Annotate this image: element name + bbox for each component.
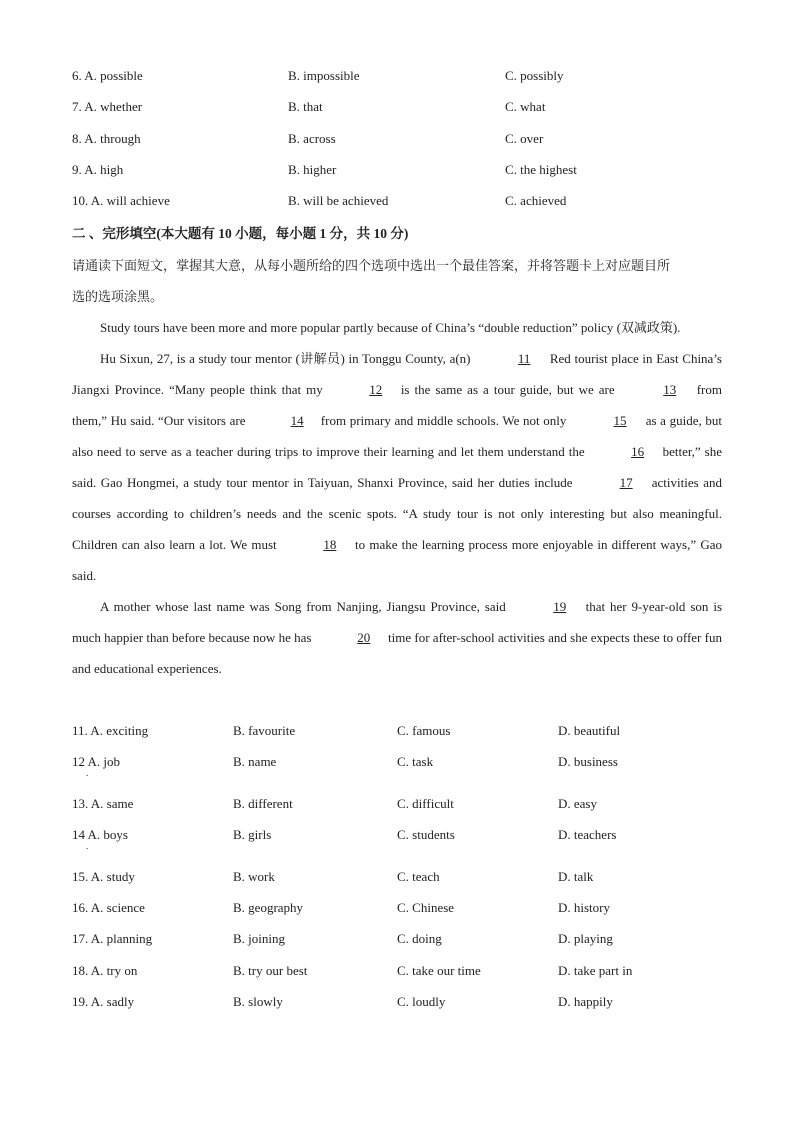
question-row-9 <box>72 160 722 180</box>
blank-16: 16 <box>631 444 645 459</box>
option-a: 14 A. boys <box>72 827 128 842</box>
option-a: 9. A. high <box>72 162 124 177</box>
option-c: C. the highest <box>505 162 577 177</box>
blank-13: 13 <box>663 382 677 397</box>
question-row-12 <box>72 752 722 772</box>
option-a: 19. A. sadly <box>72 994 135 1009</box>
option-c: C. difficult <box>397 796 454 811</box>
option-a: 8. A. through <box>72 131 141 146</box>
option-c: C. loudly <box>397 994 446 1009</box>
question-row-13 <box>72 794 722 814</box>
question-row-7 <box>72 97 722 117</box>
blank-15: 15 <box>613 413 627 428</box>
option-b: B. favourite <box>233 723 296 738</box>
option-b: B. joining <box>233 931 286 946</box>
blank-20: 20 <box>357 630 371 645</box>
text: activities and courses according to children’s needs and the scenic spots. “A study tour is not only interesting but also meaningful. Children can also learn a lot. We must <box>72 475 722 552</box>
option-d: D. business <box>558 754 618 769</box>
option-a: 13. A. same <box>72 796 134 811</box>
option-b: B. girls <box>233 827 272 842</box>
option-a: 10. A. will achieve <box>72 193 170 208</box>
blank-12: 12 <box>369 382 383 397</box>
option-a: 12 A. job <box>72 754 121 769</box>
text: from primary and middle schools. We not only <box>317 413 571 428</box>
option-c: C. achieved <box>505 193 567 208</box>
text: Red tourist place in East China’s Jiangxi Province. “Many people think that my <box>72 351 722 397</box>
option-a: 16. A. science <box>72 900 145 915</box>
option-d: D. happily <box>558 994 613 1009</box>
option-c: C. what <box>505 99 546 114</box>
blank-17: 17 <box>619 475 633 490</box>
option-d: D. playing <box>558 931 613 946</box>
option-d: D. teachers <box>558 827 617 842</box>
option-b: B. try our best <box>233 963 308 978</box>
blank-11: 11 <box>517 351 531 366</box>
option-b: B. impossible <box>288 68 360 83</box>
option-d: D. take part in <box>558 963 633 978</box>
text: time for after-school activities and she expects these to offer fun and educational experiences. <box>72 630 722 676</box>
option-d: D. easy <box>558 796 597 811</box>
option-b: B. name <box>233 754 277 769</box>
option-c: C. doing <box>397 931 442 946</box>
option-a: 6. A. possible <box>72 68 143 83</box>
option-a: 17. A. planning <box>72 931 153 946</box>
text: is the same as a tour guide, but we are <box>395 382 620 397</box>
option-b: B. slowly <box>233 994 283 1009</box>
blank-14: 14 <box>290 413 304 428</box>
instructions-line-2: 选的选项涂黑。 <box>72 289 164 304</box>
option-b: B. work <box>233 869 275 884</box>
paragraph-1: Study tours have been more and more popular partly because of China’s “double reduction” policy (双减政策). <box>100 320 681 335</box>
text: from them,” Hu said. “Our visitors are <box>72 382 723 428</box>
option-c: C. famous <box>397 723 451 738</box>
question-row-14 <box>72 825 722 845</box>
question-row-17 <box>72 929 722 949</box>
question-row-10 <box>72 191 722 211</box>
option-d: D. beautiful <box>558 723 621 738</box>
text: that her 9-year-old son is much happier than before because now he has <box>72 599 723 645</box>
option-c: C. task <box>397 754 434 769</box>
option-c: C. possibly <box>505 68 564 83</box>
text: as a guide, but also need to serve as a teacher during trips to improve their learning and let them understand the <box>72 413 722 459</box>
option-b: B. higher <box>288 162 337 177</box>
option-b: B. across <box>288 131 336 146</box>
stray-dot: . <box>86 768 89 778</box>
option-b: B. different <box>233 796 293 811</box>
paragraph-3 <box>72 591 722 684</box>
text: to make the learning process more enjoyable in different ways,” Gao said. <box>72 537 722 583</box>
question-row-19 <box>72 992 722 1012</box>
blank-19: 19 <box>553 599 567 614</box>
section-heading: 二 、完形填空(本大题有 10 小题，每小题 1 分，共 10 分) <box>72 226 409 241</box>
option-d: D. talk <box>558 869 594 884</box>
option-c: C. students <box>397 827 455 842</box>
option-a: 15. A. study <box>72 869 135 884</box>
option-a: 18. A. try on <box>72 963 138 978</box>
text: A mother whose last name was Song from Nanjing, Jiangsu Province, said <box>100 599 511 614</box>
option-a: 7. A. whether <box>72 99 143 114</box>
instructions-line-1: 请通读下面短文，掌握其大意，从每小题所给的四个选项中选出一个最佳答案，并将答题卡上对应题目所 <box>72 258 671 273</box>
text: better,” she said. Gao Hongmei, a study tour mentor in Taiyuan, Shanxi Province, said her duties include <box>72 444 722 490</box>
option-c: C. over <box>505 131 544 146</box>
question-row-16 <box>72 898 722 918</box>
question-row-6 <box>72 66 722 86</box>
option-b: B. geography <box>233 900 304 915</box>
paragraph-2 <box>72 343 722 591</box>
option-b: B. that <box>288 99 323 114</box>
stray-dot: . <box>86 841 89 851</box>
option-b: B. will be achieved <box>288 193 389 208</box>
passage <box>72 312 722 684</box>
option-c: C. teach <box>397 869 440 884</box>
option-d: D. history <box>558 900 610 915</box>
question-row-15 <box>72 867 722 887</box>
option-c: C. Chinese <box>397 900 455 915</box>
text: Hu Sixun, 27, is a study tour mentor (讲解员) in Tonggu County, a(n) <box>100 351 475 366</box>
question-row-18 <box>72 961 722 981</box>
option-a: 11. A. exciting <box>72 723 149 738</box>
blank-18: 18 <box>323 537 337 552</box>
question-row-11 <box>72 721 722 741</box>
question-row-8 <box>72 129 722 149</box>
option-c: C. take our time <box>397 963 481 978</box>
